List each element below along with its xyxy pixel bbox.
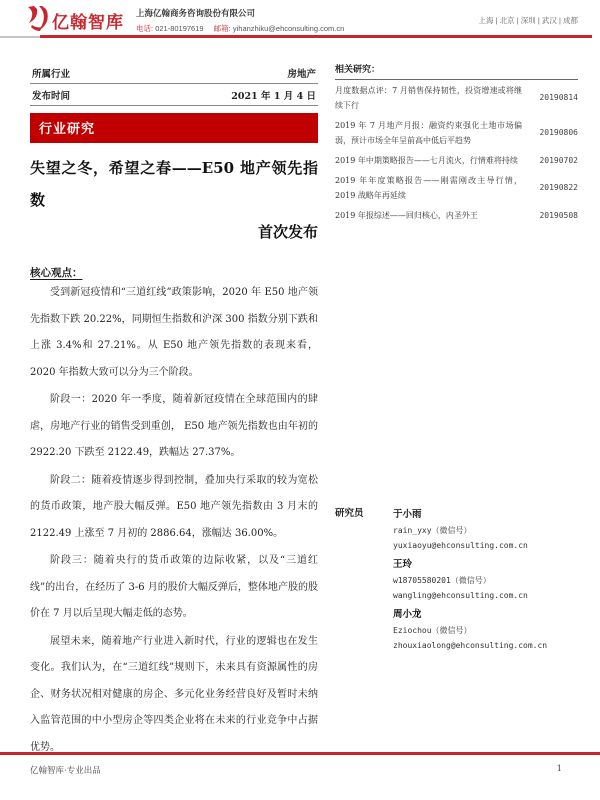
industry-label: 所属行业 bbox=[32, 69, 71, 80]
publish-date-row bbox=[30, 84, 318, 106]
email-value: yihanzhiku@ehconsulting.com.cn bbox=[232, 24, 345, 33]
core-paragraph: 阶段三：随着央行的货币政策的边际收紧，以及“三道红线”的出台，在经历了 3-6 月的股价大幅反弹后，整体地产股的股价在 7 月以后呈现大幅走低的态势。 bbox=[30, 555, 318, 619]
industry-value: 房地产 bbox=[287, 69, 316, 80]
related-research-title: 月度数据点评：7 月销售保持韧性，投资增速或将继续下行 bbox=[335, 85, 522, 110]
related-research-code: 20190702 bbox=[539, 155, 578, 165]
related-research-title: 2019 年报综述——回归核心，内圣外王 bbox=[335, 210, 478, 220]
related-research-item bbox=[335, 115, 578, 150]
related-research-item bbox=[335, 205, 578, 225]
report-title bbox=[30, 152, 318, 248]
researcher-email: wangling@ehconsulting.com.cn bbox=[393, 591, 528, 600]
related-research-code: 20190508 bbox=[539, 210, 578, 220]
researcher-name: 于小雨 bbox=[393, 509, 422, 520]
researcher-wechat: Eziochou（微信号） bbox=[393, 626, 472, 635]
researchers-label: 研究员 bbox=[335, 508, 364, 519]
related-research-item bbox=[335, 80, 578, 115]
company-block bbox=[136, 5, 352, 34]
core-viewpoints-heading: 核心观点： bbox=[30, 267, 83, 279]
related-research-code: 20190806 bbox=[539, 128, 578, 137]
publish-date-value: 2021 年 1 月 4 日 bbox=[231, 91, 316, 102]
core-paragraph: 阶段二：随着疫情逐步得到控制，叠加央行采取的较为宽松的货币政策，地产股大幅反弹。E50 地产领先指数由 3 月末的 2122.49 上涨至 7 月初的 2886.64，涨幅达 36.00%。 bbox=[30, 474, 318, 539]
related-research-title: 2019 年中期策略报告——七月流火，行情难将持续 bbox=[335, 155, 518, 165]
report-title-line2: 首次发布 bbox=[257, 223, 318, 241]
researcher bbox=[393, 506, 578, 550]
researcher bbox=[393, 556, 578, 600]
related-research-title: 2019 年年度策略报告——刚需刚改主导行情，2019 战略年再延续 bbox=[335, 175, 522, 200]
researcher-wechat: rain_yxy（微信号） bbox=[393, 526, 472, 535]
top-rule bbox=[0, 35, 600, 38]
researcher-email: zhouxiaolong@ehconsulting.com.cn bbox=[393, 641, 548, 650]
researchers-section bbox=[335, 505, 578, 650]
related-research-item bbox=[335, 170, 578, 205]
core-paragraph: 阶段一：2020 年一季度，随着新冠疫情在全球范围内的肆虐，房地产行业的销售受到重创， E50 地产领先指数也由年初的 2922.20 下跌至 2122.49，跌幅达 27.37%。 bbox=[30, 394, 318, 458]
researcher bbox=[393, 606, 578, 650]
core-paragraph: 受到新冠疫情和“三道红线”政策影响，2020 年 E50 地产领先指数下跌 20.22%，同期恒生指数和沪深 300 指数分别下跌和上涨 3.4%和 27.21%。从 E50 地产领先指数的表现来看，2020 年指数大致可以分为三个阶段。 bbox=[30, 287, 318, 378]
top-rule-red-segment bbox=[40, 35, 592, 38]
researcher-name: 周小龙 bbox=[393, 609, 422, 620]
logo-text: 亿翰智库 bbox=[52, 12, 124, 32]
related-research-code: 20190814 bbox=[539, 93, 578, 102]
related-research-code: 20190822 bbox=[539, 183, 578, 192]
researcher-name: 王玲 bbox=[393, 559, 413, 570]
phone-value: 021-80197619 bbox=[155, 24, 204, 33]
researcher-wechat: w18705580201（微信号） bbox=[393, 576, 491, 585]
phone-label: 电话: bbox=[136, 24, 154, 33]
related-research-title: 2019 年 7 月地产月报：融资约束强化土地市场偏弱，预计市场全年呈前高中低后平趋势 bbox=[335, 120, 522, 145]
industry-row bbox=[30, 62, 318, 84]
related-research-heading: 相关研究： bbox=[335, 62, 578, 80]
related-research-item bbox=[335, 150, 578, 170]
footer-rule bbox=[0, 752, 600, 755]
logo bbox=[25, 5, 124, 35]
email-label: 邮箱: bbox=[213, 24, 231, 33]
report-category-banner: 行业研究 bbox=[30, 113, 318, 143]
related-research-section bbox=[335, 62, 578, 225]
footer-brand-text: 亿翰智库·专业出品 bbox=[30, 766, 101, 776]
main-column bbox=[30, 62, 318, 761]
core-paragraph: 展望未来，随着地产行业进入新时代，行业的逻辑也在发生变化。我们认为，在“三道红线”规则下，未来具有资源属性的房企、财务状况相对健康的房企、多元化业务经营良好及暂时未纳入监管范围的中小型房企等四类企业将在未来的行业竞争中占据优势。 bbox=[30, 635, 318, 753]
publish-date-label: 发布时间 bbox=[32, 91, 71, 102]
researcher-email: yuxiaoyu@ehconsulting.com.cn bbox=[393, 541, 528, 550]
researchers-list bbox=[387, 505, 578, 650]
page-footer bbox=[30, 764, 562, 776]
page-number: 1 bbox=[556, 764, 562, 774]
cities-list: 上海 | 北京 | 深圳 | 武汉 | 成都 bbox=[478, 16, 578, 25]
company-name: 上海亿翰商务咨询股份有限公司 bbox=[136, 8, 256, 18]
logo-icon bbox=[25, 5, 49, 35]
page-header bbox=[25, 5, 578, 35]
report-title-line1: 失望之冬，希望之春——E50 地产领先指数 bbox=[30, 159, 318, 209]
contact-line bbox=[136, 23, 352, 34]
top-rule-gray-segment bbox=[0, 36, 40, 38]
